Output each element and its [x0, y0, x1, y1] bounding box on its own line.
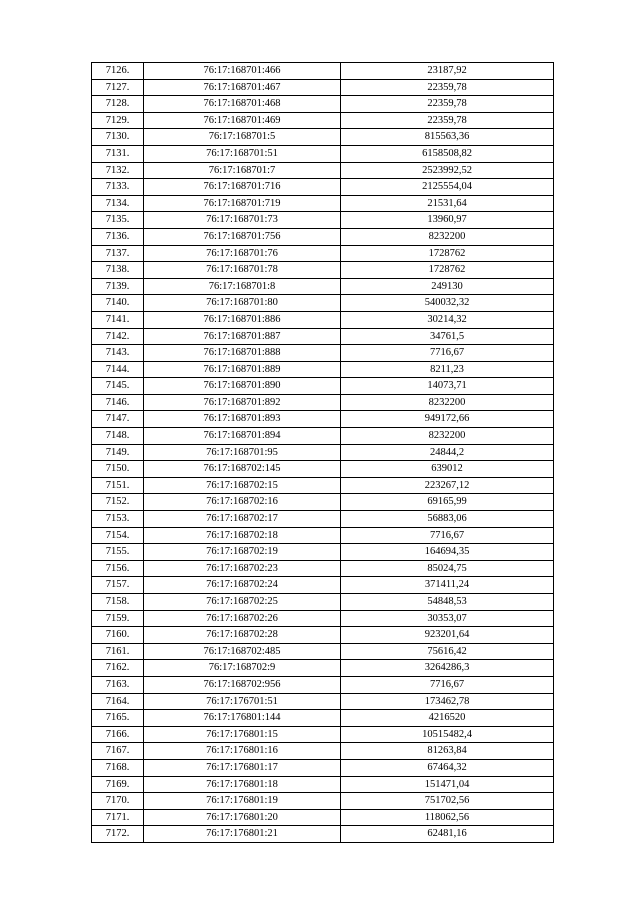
row-number-cell: 7166. — [92, 726, 144, 743]
value-cell: 85024,75 — [341, 560, 554, 577]
row-number-cell: 7128. — [92, 96, 144, 113]
table-body — [92, 63, 554, 843]
row-number-cell: 7127. — [92, 79, 144, 96]
row-number-cell: 7168. — [92, 759, 144, 776]
row-number-cell: 7154. — [92, 527, 144, 544]
value-cell: 164694,35 — [341, 544, 554, 561]
row-number-cell: 7171. — [92, 809, 144, 826]
value-cell: 2523992,52 — [341, 162, 554, 179]
row-number-cell: 7172. — [92, 826, 144, 843]
row-number-cell: 7155. — [92, 544, 144, 561]
value-cell: 3264286,3 — [341, 660, 554, 677]
value-cell: 751702,56 — [341, 793, 554, 810]
cadastral-number-cell: 76:17:168702:16 — [144, 494, 341, 511]
cadastral-number-cell: 76:17:168701:887 — [144, 328, 341, 345]
row-number-cell: 7146. — [92, 394, 144, 411]
value-cell: 2125554,04 — [341, 179, 554, 196]
cadastral-number-cell: 76:17:168701:80 — [144, 295, 341, 312]
table-row — [92, 710, 554, 727]
cadastral-number-cell: 76:17:168702:26 — [144, 610, 341, 627]
row-number-cell: 7145. — [92, 378, 144, 395]
value-cell: 13960,97 — [341, 212, 554, 229]
row-number-cell: 7164. — [92, 693, 144, 710]
row-number-cell: 7140. — [92, 295, 144, 312]
cadastral-number-cell: 76:17:168702:23 — [144, 560, 341, 577]
row-number-cell: 7136. — [92, 228, 144, 245]
value-cell: 371411,24 — [341, 577, 554, 594]
table-row — [92, 676, 554, 693]
cadastral-number-cell: 76:17:168701:51 — [144, 145, 341, 162]
table-row — [92, 577, 554, 594]
cadastral-number-cell: 76:17:168702:15 — [144, 477, 341, 494]
value-cell: 81263,84 — [341, 743, 554, 760]
row-number-cell: 7131. — [92, 145, 144, 162]
table-row — [92, 411, 554, 428]
cadastral-number-cell: 76:17:168701:889 — [144, 361, 341, 378]
row-number-cell: 7143. — [92, 345, 144, 362]
value-cell: 7716,67 — [341, 345, 554, 362]
value-cell: 173462,78 — [341, 693, 554, 710]
table-row — [92, 428, 554, 445]
table-row — [92, 660, 554, 677]
value-cell: 10515482,4 — [341, 726, 554, 743]
value-cell: 24844,2 — [341, 444, 554, 461]
value-cell: 223267,12 — [341, 477, 554, 494]
row-number-cell: 7130. — [92, 129, 144, 146]
value-cell: 249130 — [341, 278, 554, 295]
value-cell: 75616,42 — [341, 643, 554, 660]
cadastral-number-cell: 76:17:168702:956 — [144, 676, 341, 693]
value-cell: 69165,99 — [341, 494, 554, 511]
table-row — [92, 195, 554, 212]
row-number-cell: 7139. — [92, 278, 144, 295]
cadastral-number-cell: 76:17:168701:894 — [144, 428, 341, 445]
row-number-cell: 7156. — [92, 560, 144, 577]
table-row — [92, 610, 554, 627]
cadastral-number-cell: 76:17:176801:16 — [144, 743, 341, 760]
cadastral-number-cell: 76:17:176701:51 — [144, 693, 341, 710]
row-number-cell: 7151. — [92, 477, 144, 494]
table-row — [92, 477, 554, 494]
row-number-cell: 7132. — [92, 162, 144, 179]
cadastral-number-cell: 76:17:168701:7 — [144, 162, 341, 179]
value-cell: 21531,64 — [341, 195, 554, 212]
table-row — [92, 494, 554, 511]
value-cell: 67464,32 — [341, 759, 554, 776]
row-number-cell: 7134. — [92, 195, 144, 212]
value-cell: 34761,5 — [341, 328, 554, 345]
cadastral-number-cell: 76:17:168701:756 — [144, 228, 341, 245]
row-number-cell: 7126. — [92, 63, 144, 80]
table-row — [92, 527, 554, 544]
row-number-cell: 7135. — [92, 212, 144, 229]
cadastral-number-cell: 76:17:168701:719 — [144, 195, 341, 212]
row-number-cell: 7129. — [92, 112, 144, 129]
row-number-cell: 7150. — [92, 461, 144, 478]
cadastral-number-cell: 76:17:176801:20 — [144, 809, 341, 826]
cadastral-number-cell: 76:17:168701:469 — [144, 112, 341, 129]
row-number-cell: 7137. — [92, 245, 144, 262]
row-number-cell: 7144. — [92, 361, 144, 378]
table-row — [92, 79, 554, 96]
row-number-cell: 7161. — [92, 643, 144, 660]
table-row — [92, 594, 554, 611]
cadastral-number-cell: 76:17:176801:15 — [144, 726, 341, 743]
value-cell: 118062,56 — [341, 809, 554, 826]
cadastral-number-cell: 76:17:168702:28 — [144, 627, 341, 644]
value-cell: 6158508,82 — [341, 145, 554, 162]
value-cell: 22359,78 — [341, 79, 554, 96]
cadastral-number-cell: 76:17:168701:890 — [144, 378, 341, 395]
cadastral-number-cell: 76:17:168701:5 — [144, 129, 341, 146]
row-number-cell: 7141. — [92, 311, 144, 328]
row-number-cell: 7160. — [92, 627, 144, 644]
cadastral-number-cell: 76:17:168701:888 — [144, 345, 341, 362]
value-cell: 23187,92 — [341, 63, 554, 80]
row-number-cell: 7170. — [92, 793, 144, 810]
row-number-cell: 7158. — [92, 594, 144, 611]
cadastral-number-cell: 76:17:168701:468 — [144, 96, 341, 113]
row-number-cell: 7153. — [92, 511, 144, 528]
table-row — [92, 361, 554, 378]
row-number-cell: 7165. — [92, 710, 144, 727]
table-row — [92, 112, 554, 129]
cadastral-number-cell: 76:17:168702:485 — [144, 643, 341, 660]
table-row — [92, 693, 554, 710]
value-cell: 151471,04 — [341, 776, 554, 793]
table-row — [92, 759, 554, 776]
table-row — [92, 96, 554, 113]
value-cell: 30214,32 — [341, 311, 554, 328]
cadastral-number-cell: 76:17:168701:892 — [144, 394, 341, 411]
table-row — [92, 793, 554, 810]
table-row — [92, 162, 554, 179]
table-row — [92, 809, 554, 826]
row-number-cell: 7163. — [92, 676, 144, 693]
cadastral-number-cell: 76:17:168701:73 — [144, 212, 341, 229]
table-row — [92, 311, 554, 328]
cadastral-number-cell: 76:17:168701:716 — [144, 179, 341, 196]
table-row — [92, 145, 554, 162]
table-row — [92, 295, 554, 312]
cadastral-number-cell: 76:17:168702:145 — [144, 461, 341, 478]
cadastral-number-cell: 76:17:168701:466 — [144, 63, 341, 80]
value-cell: 8232200 — [341, 228, 554, 245]
value-cell: 62481,16 — [341, 826, 554, 843]
value-cell: 540032,32 — [341, 295, 554, 312]
row-number-cell: 7149. — [92, 444, 144, 461]
row-number-cell: 7162. — [92, 660, 144, 677]
value-cell: 56883,06 — [341, 511, 554, 528]
cadastral-number-cell: 76:17:168701:886 — [144, 311, 341, 328]
table-row — [92, 627, 554, 644]
value-cell: 8232200 — [341, 394, 554, 411]
table-row — [92, 212, 554, 229]
cadastral-number-cell: 76:17:168701:78 — [144, 262, 341, 279]
cadastral-number-cell: 76:17:168702:17 — [144, 511, 341, 528]
cadastral-number-cell: 76:17:168702:18 — [144, 527, 341, 544]
value-cell: 7716,67 — [341, 527, 554, 544]
cadastral-number-cell: 76:17:176801:19 — [144, 793, 341, 810]
value-cell: 1728762 — [341, 245, 554, 262]
value-cell: 1728762 — [341, 262, 554, 279]
value-cell: 949172,66 — [341, 411, 554, 428]
cadastral-number-cell: 76:17:176801:21 — [144, 826, 341, 843]
table-row — [92, 643, 554, 660]
cadastral-value-table — [91, 62, 554, 843]
table-row — [92, 245, 554, 262]
value-cell: 22359,78 — [341, 112, 554, 129]
table-row — [92, 345, 554, 362]
cadastral-number-cell: 76:17:168702:24 — [144, 577, 341, 594]
cadastral-number-cell: 76:17:168701:467 — [144, 79, 341, 96]
row-number-cell: 7169. — [92, 776, 144, 793]
table-row — [92, 776, 554, 793]
cadastral-number-cell: 76:17:168702:19 — [144, 544, 341, 561]
cadastral-number-cell: 76:17:176801:17 — [144, 759, 341, 776]
table-row — [92, 726, 554, 743]
table-row — [92, 511, 554, 528]
row-number-cell: 7152. — [92, 494, 144, 511]
cadastral-number-cell: 76:17:168701:76 — [144, 245, 341, 262]
table-row — [92, 228, 554, 245]
value-cell: 54848,53 — [341, 594, 554, 611]
cadastral-number-cell: 76:17:168702:9 — [144, 660, 341, 677]
cadastral-number-cell: 76:17:168702:25 — [144, 594, 341, 611]
table-row — [92, 63, 554, 80]
table-row — [92, 826, 554, 843]
cadastral-number-cell: 76:17:168701:95 — [144, 444, 341, 461]
table-row — [92, 262, 554, 279]
row-number-cell: 7167. — [92, 743, 144, 760]
value-cell: 22359,78 — [341, 96, 554, 113]
value-cell: 815563,36 — [341, 129, 554, 146]
table-row — [92, 444, 554, 461]
value-cell: 4216520 — [341, 710, 554, 727]
row-number-cell: 7159. — [92, 610, 144, 627]
value-cell: 7716,67 — [341, 676, 554, 693]
row-number-cell: 7138. — [92, 262, 144, 279]
table-row — [92, 461, 554, 478]
value-cell: 14073,71 — [341, 378, 554, 395]
row-number-cell: 7133. — [92, 179, 144, 196]
table-row — [92, 560, 554, 577]
table-row — [92, 328, 554, 345]
value-cell: 30353,07 — [341, 610, 554, 627]
table-row — [92, 394, 554, 411]
row-number-cell: 7157. — [92, 577, 144, 594]
value-cell: 8232200 — [341, 428, 554, 445]
cadastral-number-cell: 76:17:168701:8 — [144, 278, 341, 295]
table-row — [92, 378, 554, 395]
table-row — [92, 544, 554, 561]
cadastral-number-cell: 76:17:176801:144 — [144, 710, 341, 727]
value-cell: 639012 — [341, 461, 554, 478]
table-row — [92, 179, 554, 196]
row-number-cell: 7148. — [92, 428, 144, 445]
row-number-cell: 7142. — [92, 328, 144, 345]
table-row — [92, 129, 554, 146]
row-number-cell: 7147. — [92, 411, 144, 428]
table-row — [92, 278, 554, 295]
table-row — [92, 743, 554, 760]
value-cell: 923201,64 — [341, 627, 554, 644]
value-cell: 8211,23 — [341, 361, 554, 378]
cadastral-number-cell: 76:17:168701:893 — [144, 411, 341, 428]
cadastral-number-cell: 76:17:176801:18 — [144, 776, 341, 793]
